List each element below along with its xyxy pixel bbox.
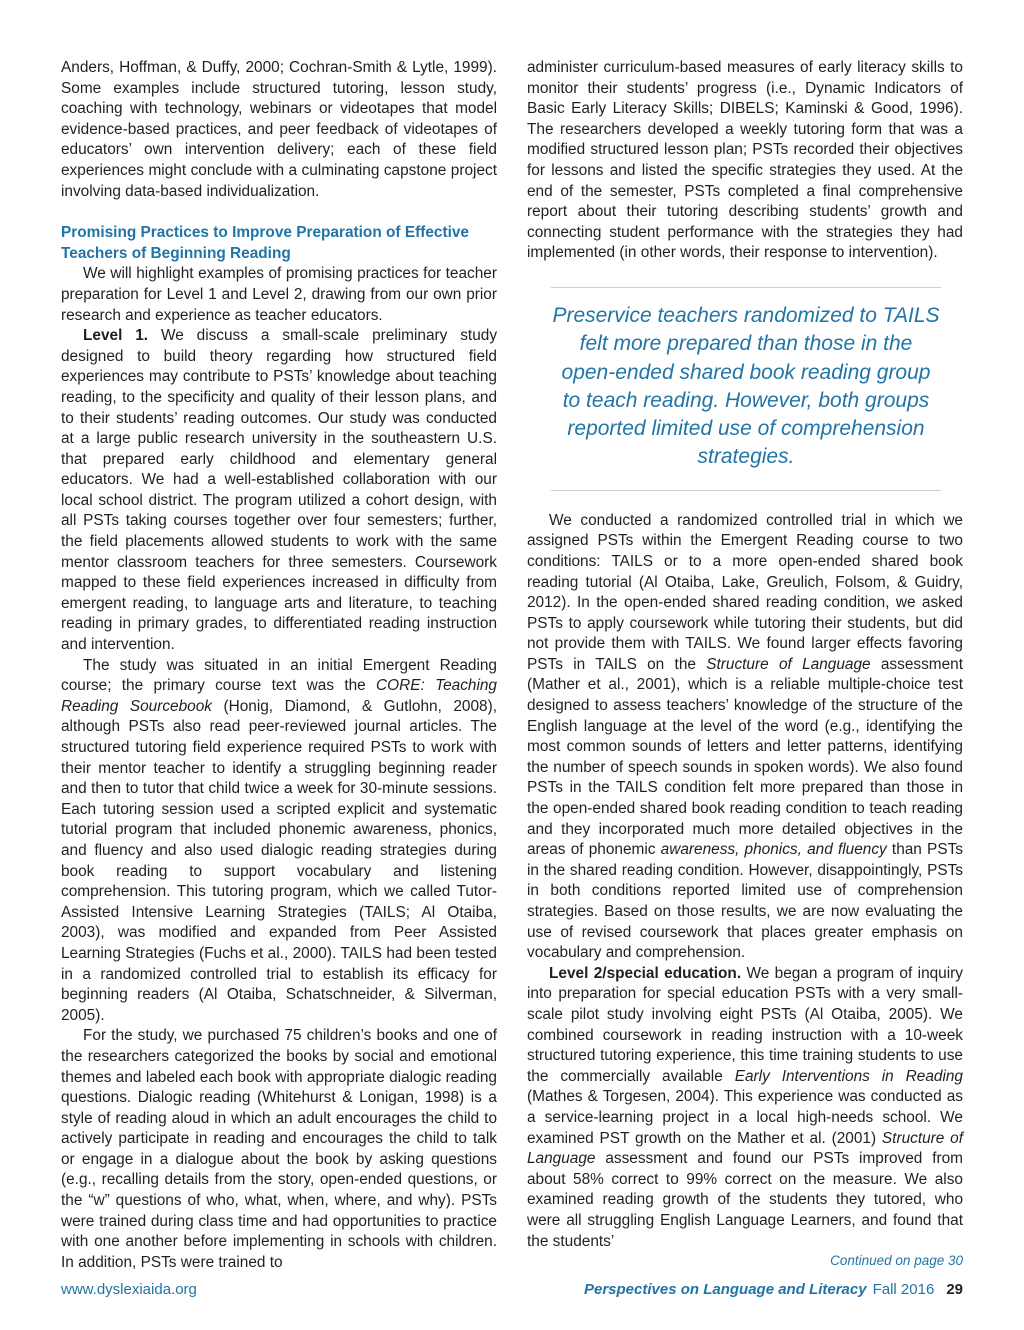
left-column	[61, 58, 497, 1273]
level2-text-a: We began a program of inquiry into preparation for special education PSTs with a very small-scale pilot study involving eight PSTs (Al Otaiba, 2005). We combined coursework in reading instruction with a 10-week structured tutoring experience, this time training students to use the commercially available	[527, 964, 963, 1085]
study-text-a: The study was situated in an initial Emergent Reading course; the primary course text was the	[61, 656, 497, 695]
title-structure-of-language: Structure of Language	[706, 655, 871, 673]
paragraph-level2	[527, 964, 963, 1252]
page-number: 29	[946, 1281, 963, 1298]
level1-text: We discuss a small-scale preliminary study designed to build theory regarding how structured field experiences may contribute to PSTs’ knowledge about teaching reading, to the specificity and quality of their lesson plans, and to their students’ reading outcomes. Our study was conducted at a large public research university in the southeastern U.S. that prepared early childhood and elementary general educators. We had a well-established collaboration with our local school district. The program utilized a cohort design, with all PSTs taking courses together over four semesters; further, the field placements allowed students to work with the same mentor classroom teachers for three semesters. Coursework mapped to these field experiences increased in difficulty from emergent reading, to language arts and literature, to teaching reading in primary grades, to differentiated reading instruction and intervention.	[61, 327, 498, 654]
level2-text-b: (Mathes & Torgesen, 2004). This experience was conducted as a service-learning project in a local high-needs school. We examined PST growth on the Mather et al. (2001)	[527, 1088, 963, 1147]
trial-text-b: assessment (Mather et al., 2001), which is a reliable multiple-choice test designed to assess teachers’ knowledge of the structure of the English language at the level of the word (e.g., identifying the most common sounds of letters and letter patterns, identifying the number of speech sounds in spoken words). We also found PSTs in the TAILS condition felt more prepared than those in the open-ended shared book reading condition to teach reading and they incorporated much more detailed objectives in the areas of phonemic	[527, 655, 963, 859]
issue-label: Fall 2016	[872, 1281, 935, 1298]
pull-quote-text: Preservice teachers randomized to TAILS felt more prepared than those in the open-ended shared book reading group to teach reading. However, both groups reported limited use of comprehension strategies.	[552, 303, 940, 469]
journal-title: Perspectives on Language and Literacy	[583, 1281, 867, 1298]
pull-quote	[551, 287, 941, 491]
phonemic-areas: awareness, phonics, and fluency	[660, 841, 887, 859]
study-text-b: (Honig, Diamond, & Gutlohn, 2008), although PSTs also read peer-reviewed journal articles. The structured tutoring field experience required PSTs to work with their mentor teacher to identify a struggling beginning reader and then to tutor that child twice a week for 30-minute sessions. Each tutoring session used a scripted explicit and systematic tutorial program that included phonemic awareness, phonics, and fluency and also used dialogic reading strategies during book reading to support vocabulary and listening comprehension. This tutoring program, which we called Tutor-Assisted Intensive Learning Strategies (TAILS; Al Otaiba, 2003), was modified and expanded from Peer Assisted Learning Strategies (Fuchs et al., 2000). TAILS had been tested in a randomized controlled trial to establish its efficacy for beginning readers (Al Otaiba, Schatschneider, & Silverman, 2005).	[61, 697, 497, 1024]
level2-text-c: assessment and found our PSTs improved from about 58% correct to 99% correct on the measure. We also examined reading growth of the students they tutored, who were all struggling English Language Learners, and found that the students’	[527, 1150, 963, 1250]
footer-publication	[584, 1281, 963, 1298]
paragraph-intro-continued: Anders, Hoffman, & Duffy, 2000; Cochran-Smith & Lytle, 1999). Some examples include structured tutoring, lesson study, coaching with technology, webinars or videotapes that model evidence-based practices, and peer feedback of videotapes of educators’ own intervention delivery; each of these field experiences might conclude with a culminating capstone project involving data-based individualization.	[61, 59, 497, 200]
trial-text-c: than PSTs in the shared reading condition. However, disappointingly, PSTs in both conditions reported limited use of comprehension strategies. Based on those results, we are now evaluating the use of revised coursework that places greater emphasis on vocabulary and comprehension.	[527, 841, 963, 962]
book-title-core: CORE: Teaching Reading Sourcebook	[61, 677, 497, 715]
paragraph-highlight: We will highlight examples of promising practices for teacher preparation for Level 1 and Level 2, drawing from our own prior research and experience as teacher educators.	[61, 265, 497, 324]
title-structure-of-language-2: Structure of Language	[527, 1129, 963, 1168]
right-column	[527, 58, 963, 1270]
paragraph-curriculum-measures: administer curriculum-based measures of early literacy skills to monitor their students’ progress (i.e., Dynamic Indicators of Basic Early Literacy Skills; DIBELS; Kaminski & Good, 1996). The researchers developed a weekly tutoring form that was a modified structured lesson plan; PSTs recorded their objectives for lessons and listed the specific strategies they used. At the end of the semester, PSTs completed a final comprehensive report about their tutoring describing students’ growth and connecting student performance with the strategies they had implemented (in other words, their response to intervention).	[527, 59, 963, 262]
paragraph-randomized-trial	[527, 511, 963, 964]
level1-label: Level 1.	[83, 327, 149, 345]
trial-text-a: We conducted a randomized controlled trial in which we assigned PSTs within the Emergent Reading course to two conditions: TAILS or to a more open-ended shared book reading tutorial (Al Otaiba, Lake, Greulich, Folsom, & Guidry, 2012). In the open-ended shared reading condition, we asked PSTs to apply coursework while tutoring their students, but did not provide them with TAILS. We found larger effects favoring PSTs in TAILS on the	[527, 511, 963, 673]
paragraph-childrens-books: For the study, we purchased 75 children’s books and one of the researchers categorized the books by social and emotional themes and labeled each book with appropriate dialogic reading questions. Dialogic reading (Whitehurst & Lonigan, 1998) is a style of reading aloud in which an adult encourages the child to actively participate in reading and encourages the child to talk or engage in a dialogue about the book by asking questions (e.g., recalling details from the story, open-ended questions, or the “w” questions of who, what, when, where, and why). PSTs were trained during class time and had opportunities to practice with one another before implementing in schools with children. In addition, PSTs were trained to	[61, 1027, 497, 1271]
paragraph-study-situated	[61, 656, 497, 1027]
continued-on-link[interactable]: Continued on page 30	[830, 1253, 963, 1269]
paragraph-level1	[61, 326, 497, 656]
section-heading: Promising Practices to Improve Preparation of Effective Teachers of Beginning Reading	[61, 224, 469, 262]
footer-website-link[interactable]: www.dyslexiaida.org	[61, 1281, 197, 1298]
level2-label: Level 2/special education.	[549, 964, 742, 982]
title-early-interventions: Early Interventions in Reading	[734, 1067, 963, 1085]
